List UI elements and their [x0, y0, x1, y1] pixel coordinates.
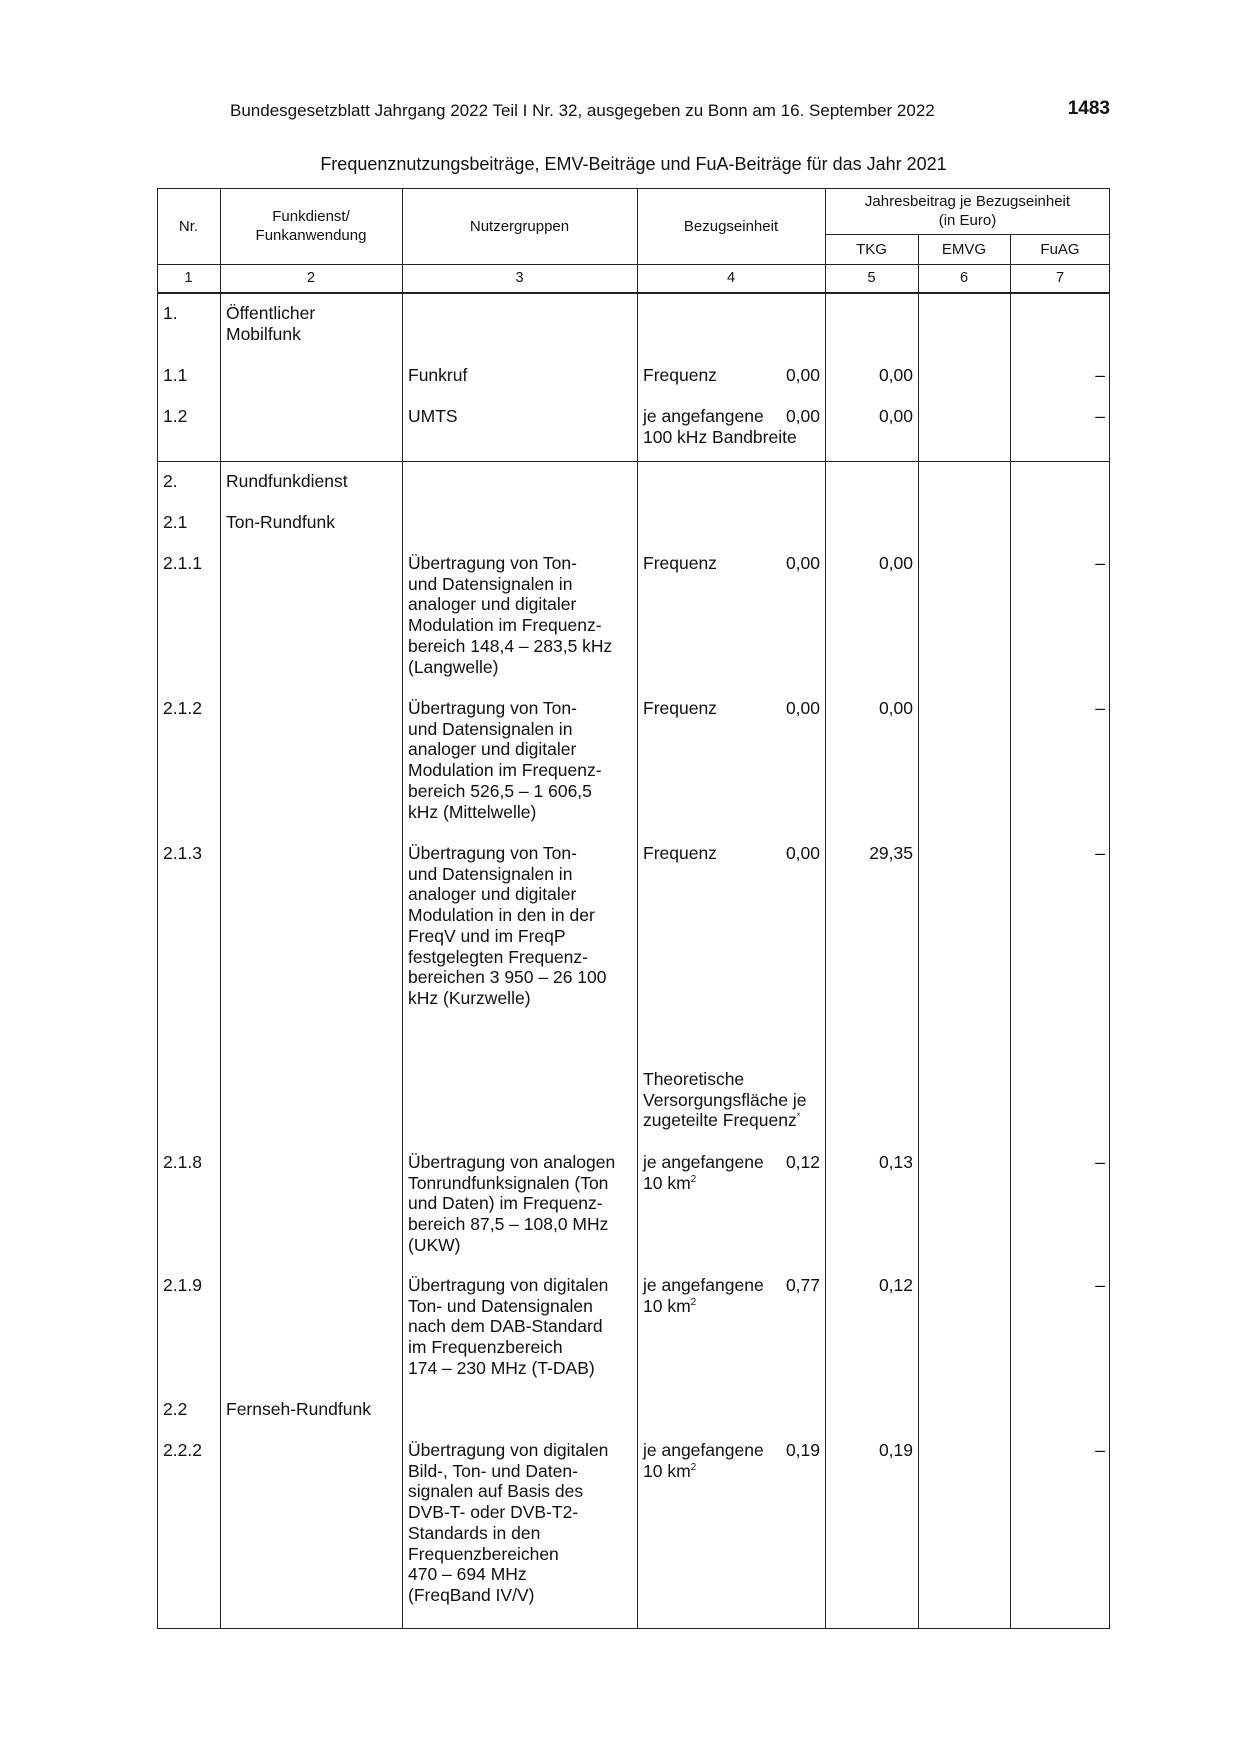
page-header	[157, 98, 1110, 128]
row-number: 2.	[163, 471, 178, 491]
fuag-value: –	[1095, 1440, 1105, 1460]
header-bottom-rule	[157, 293, 1110, 294]
row-number: 2.1.3	[163, 843, 202, 863]
column-number: 3	[515, 269, 524, 286]
fee-table	[157, 188, 1110, 1629]
column-number: 4	[726, 269, 736, 286]
emvg-value: 0,19	[878, 1440, 913, 1460]
bezugseinheit-cell	[643, 1275, 764, 1316]
tkg-value: 0,77	[785, 1275, 820, 1295]
nutzergruppen-cell: Übertragung von analogen Tonrundfunksignalen (Ton und Daten) im Frequenz- bereich 87,5 – 108,0 MHz (UKW)	[408, 1152, 616, 1255]
emvg-value: 0,00	[878, 698, 913, 718]
bezugseinheit-cell: Frequenz	[643, 365, 717, 385]
column-divider	[825, 188, 826, 1629]
bezugseinheit-cell	[643, 1152, 764, 1193]
header-funkdienst: Funkdienst/ Funkanwendung	[255, 208, 367, 244]
table-border-right	[1109, 188, 1110, 1629]
column-divider	[1010, 234, 1011, 1629]
nutzergruppen-cell: Übertragung von Ton- und Datensignalen in analoger und digitaler Modulation in den in der FreqV und im FreqP festgelegten Frequenz- bereichen 3 950 – 26 100 kHz (Kurzwelle)	[408, 843, 607, 1008]
header-fuag: FuAG	[1040, 240, 1080, 258]
bezugseinheit-text: je angefangene 10 km	[643, 1152, 764, 1193]
fuag-value: –	[1095, 1152, 1105, 1172]
fuag-value: –	[1095, 1275, 1105, 1295]
emvg-value: 0,00	[878, 406, 913, 426]
row-number: 1.2	[163, 406, 188, 426]
header-nr: Nr.	[178, 217, 199, 235]
bezugseinheit-subheading-text: Theoretische Versorgungsfläche je zugeteilte Frequenz	[643, 1069, 807, 1131]
bezugseinheit-cell: Frequenz	[643, 553, 717, 573]
tkg-value: 0,00	[785, 406, 820, 426]
footnote-mark: *	[796, 1111, 801, 1122]
header-tkg: TKG	[856, 240, 887, 258]
column-number: 6	[959, 269, 969, 286]
column-divider	[637, 188, 638, 1629]
header-text: Bundesgesetzblatt Jahrgang 2022 Teil I Nr. 32, ausgegeben zu Bonn am 16. September 2022	[230, 101, 935, 120]
row-number: 2.1.8	[163, 1152, 202, 1172]
nutzergruppen-cell: UMTS	[408, 406, 458, 426]
emvg-value: 0,00	[878, 365, 913, 385]
fuag-value: –	[1095, 698, 1105, 718]
funkdienst-cell: Öffentlicher Mobilfunk	[226, 303, 316, 344]
column-divider	[220, 188, 221, 1629]
emvg-value: 29,35	[869, 843, 913, 863]
row-number: 2.1.2	[163, 698, 202, 718]
bezugseinheit-subheading	[643, 1069, 806, 1131]
superscript: 2	[690, 1461, 697, 1473]
fuag-value: –	[1095, 553, 1105, 573]
nutzergruppen-cell: Übertragung von digitalen Bild-, Ton- und Daten- signalen auf Basis des DVB-T- oder DVB-T2- Standards in den Frequenzbereichen 470 – 694 MHz (FreqBand IV/V)	[408, 1440, 609, 1605]
nutzergruppen-cell: Übertragung von Ton- und Datensignalen in analoger und digitaler Modulation im Frequenz- bereich 148,4 – 283,5 kHz (Langwelle)	[408, 553, 613, 677]
funkdienst-cell: Rundfunkdienst	[226, 471, 348, 491]
fuag-value: –	[1095, 365, 1105, 385]
page-number: 1483	[1067, 98, 1110, 119]
tkg-value: 0,00	[785, 698, 820, 718]
column-number: 2	[306, 269, 316, 286]
header-jahresbeitrag: Jahresbeitrag je Bezugseinheit (in Euro)	[864, 193, 1071, 229]
nutzergruppen-cell: Übertragung von digitalen Ton- und Datensignalen nach dem DAB-Standard im Frequenzbereich 174 – 230 MHz (T-DAB)	[408, 1275, 609, 1378]
column-number: 1	[184, 269, 193, 286]
header-emvg: EMVG	[941, 240, 987, 258]
bezugseinheit-cell: je angefangene 100 kHz Bandbreite	[643, 406, 797, 447]
bezugseinheit-cell: Frequenz	[643, 698, 717, 718]
tkg-value: 0,12	[785, 1152, 820, 1172]
column-number: 7	[1055, 269, 1065, 286]
funkdienst-cell: Fernseh-Rundfunk	[226, 1399, 371, 1419]
emvg-value: 0,13	[878, 1152, 913, 1172]
row-number: 2.2.2	[163, 1440, 202, 1460]
row-number: 1.1	[163, 365, 188, 385]
nutzergruppen-cell: Übertragung von Ton- und Datensignalen in analoger und digitaler Modulation im Frequenz- bereich 526,5 – 1 606,5 kHz (Mittelwelle)	[408, 698, 602, 822]
table-border-left	[157, 188, 158, 1629]
fuag-value: –	[1095, 843, 1105, 863]
table-title: Frequenznutzungsbeiträge, EMV-Beiträge und FuA-Beiträge für das Jahr 2021	[320, 154, 947, 174]
tkg-value: 0,00	[785, 365, 820, 385]
header-bezugseinheit: Bezugseinheit	[683, 217, 779, 235]
fuag-value: –	[1095, 406, 1105, 426]
row-number: 2.1	[163, 512, 188, 532]
bezugseinheit-text: je angefangene 10 km	[643, 1275, 764, 1316]
table-border-bottom	[157, 1628, 1110, 1629]
row-number: 2.1.9	[163, 1275, 202, 1295]
header-nutzergruppen: Nutzergruppen	[469, 217, 570, 235]
superscript: 2	[690, 1296, 697, 1308]
nutzergruppen-cell: Funkruf	[408, 365, 468, 385]
tkg-value: 0,19	[785, 1440, 820, 1460]
bezugseinheit-text: je angefangene 10 km	[643, 1440, 764, 1481]
row-number: 2.1.1	[163, 553, 202, 573]
funkdienst-cell: Ton-Rundfunk	[226, 512, 335, 532]
row-number: 1.	[163, 303, 178, 323]
tkg-value: 0,00	[785, 553, 820, 573]
column-divider	[918, 234, 919, 1629]
column-divider	[402, 188, 403, 1629]
section-divider	[157, 461, 1110, 462]
emvg-value: 0,12	[878, 1275, 913, 1295]
column-number: 5	[867, 269, 876, 286]
superscript: 2	[690, 1173, 697, 1185]
emvg-value: 0,00	[878, 553, 913, 573]
row-number: 2.2	[163, 1399, 188, 1419]
bezugseinheit-cell: Frequenz	[643, 843, 717, 863]
tkg-value: 0,00	[785, 843, 820, 863]
bezugseinheit-cell	[643, 1440, 764, 1481]
